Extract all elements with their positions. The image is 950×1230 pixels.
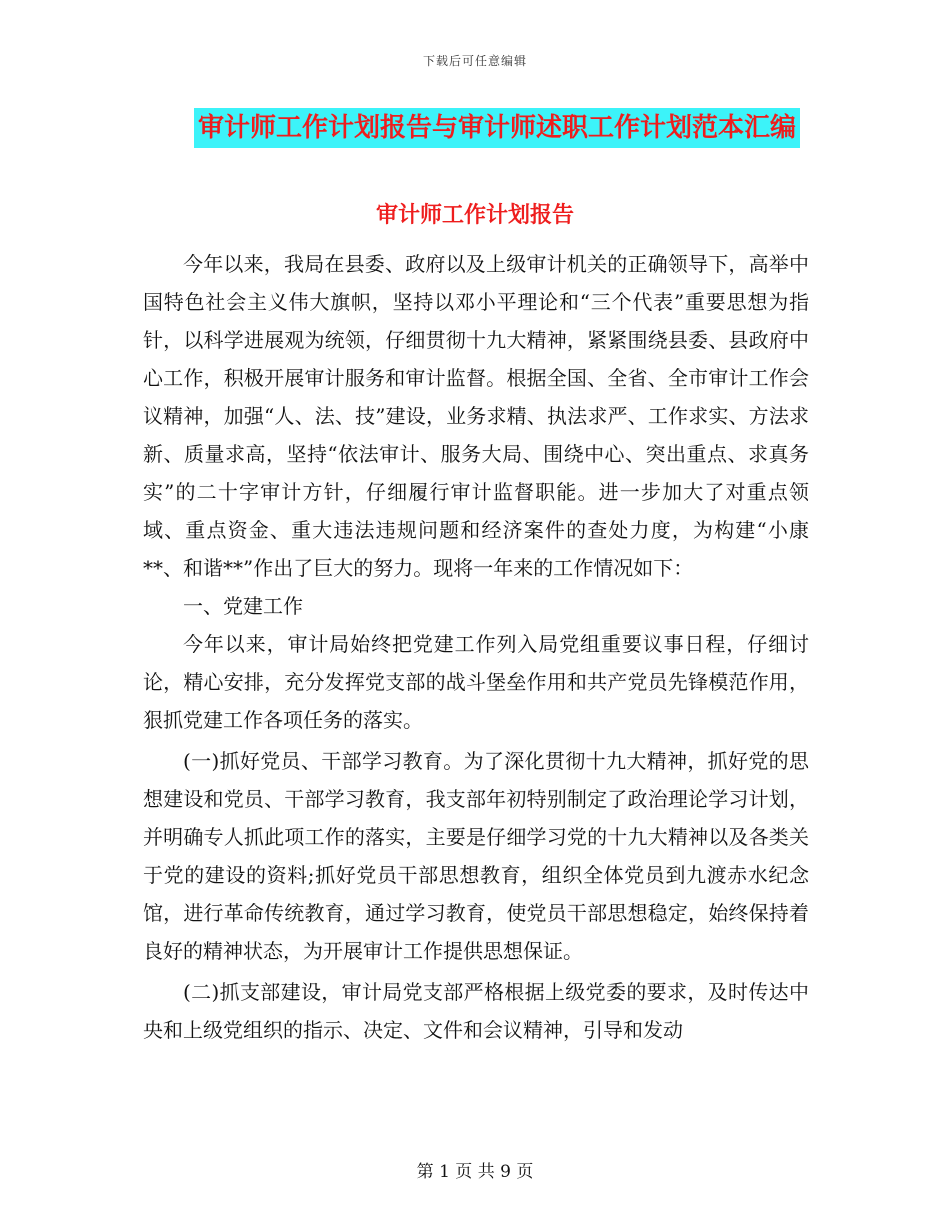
paragraph-intro: 今年以来，我局在县委、政府以及上级审计机关的正确领导下，高举中国特色社会主义伟大旗帜，坚持以邓小平理论和“三个代表”重要思想为指针，以科学进展观为统领，仔细贯彻十九大精神，紧紧围绕县委、县政府中心工作，积极开展审计服务和审计监督。根据全国、全省、全市审计工作会议精神，加强“人、法、技”建设，业务求精、执法求严、工作求实、方法求新、质量求高，坚持“依法审计、服务大局、围绕中心、突出重点、求真务实”的二十字审计方针，仔细履行审计监督职能。进一步加大了对重点领域、重点资金、重大违法违规问题和经济案件的查处力度，为构建“小康**、和谐**”作出了巨大的努力。现将一年来的工作情况如下：	[143, 252, 809, 580]
heading-party-building: 一、党建工作	[183, 594, 303, 618]
document-title: 审计师工作计划报告与审计师述职工作计划范本汇编	[194, 108, 800, 148]
section-title: 审计师工作计划报告	[375, 203, 574, 228]
page-number: 第 1 页 共 9 页	[416, 1162, 534, 1182]
document-title-container	[0, 108, 950, 148]
paragraph-study-education: (一)抓好党员、干部学习教育。为了深化贯彻十九大精神，抓好党的思想建设和党员、干部学习教育，我支部年初特别制定了政治理论学习计划，并明确专人抓此项工作的落实，主要是仔细学习党的十九大精神以及各类关于党的建设的资料;抓好党员干部思想教育，组织全体党员到九渡赤水纪念馆，进行革命传统教育，通过学习教育，使党员干部思想稳定，始终保持着良好的精神状态，为开展审计工作提供思想保证。	[143, 749, 809, 963]
paragraph-party-building: 今年以来，审计局始终把党建工作列入局党组重要议事日程，仔细讨论，精心安排，充分发挥党支部的战斗堡垒作用和共产党员先锋模范作用，狠抓党建工作各项任务的落实。	[143, 632, 809, 732]
paragraph-branch-building: (二)抓支部建设，审计局党支部严格根据上级党委的要求，及时传达中央和上级党组织的指示、决定、文件和会议精神，引导和发动	[143, 980, 809, 1042]
document-body	[143, 245, 809, 1049]
page-header-note: 下载后可任意编辑	[422, 54, 527, 68]
